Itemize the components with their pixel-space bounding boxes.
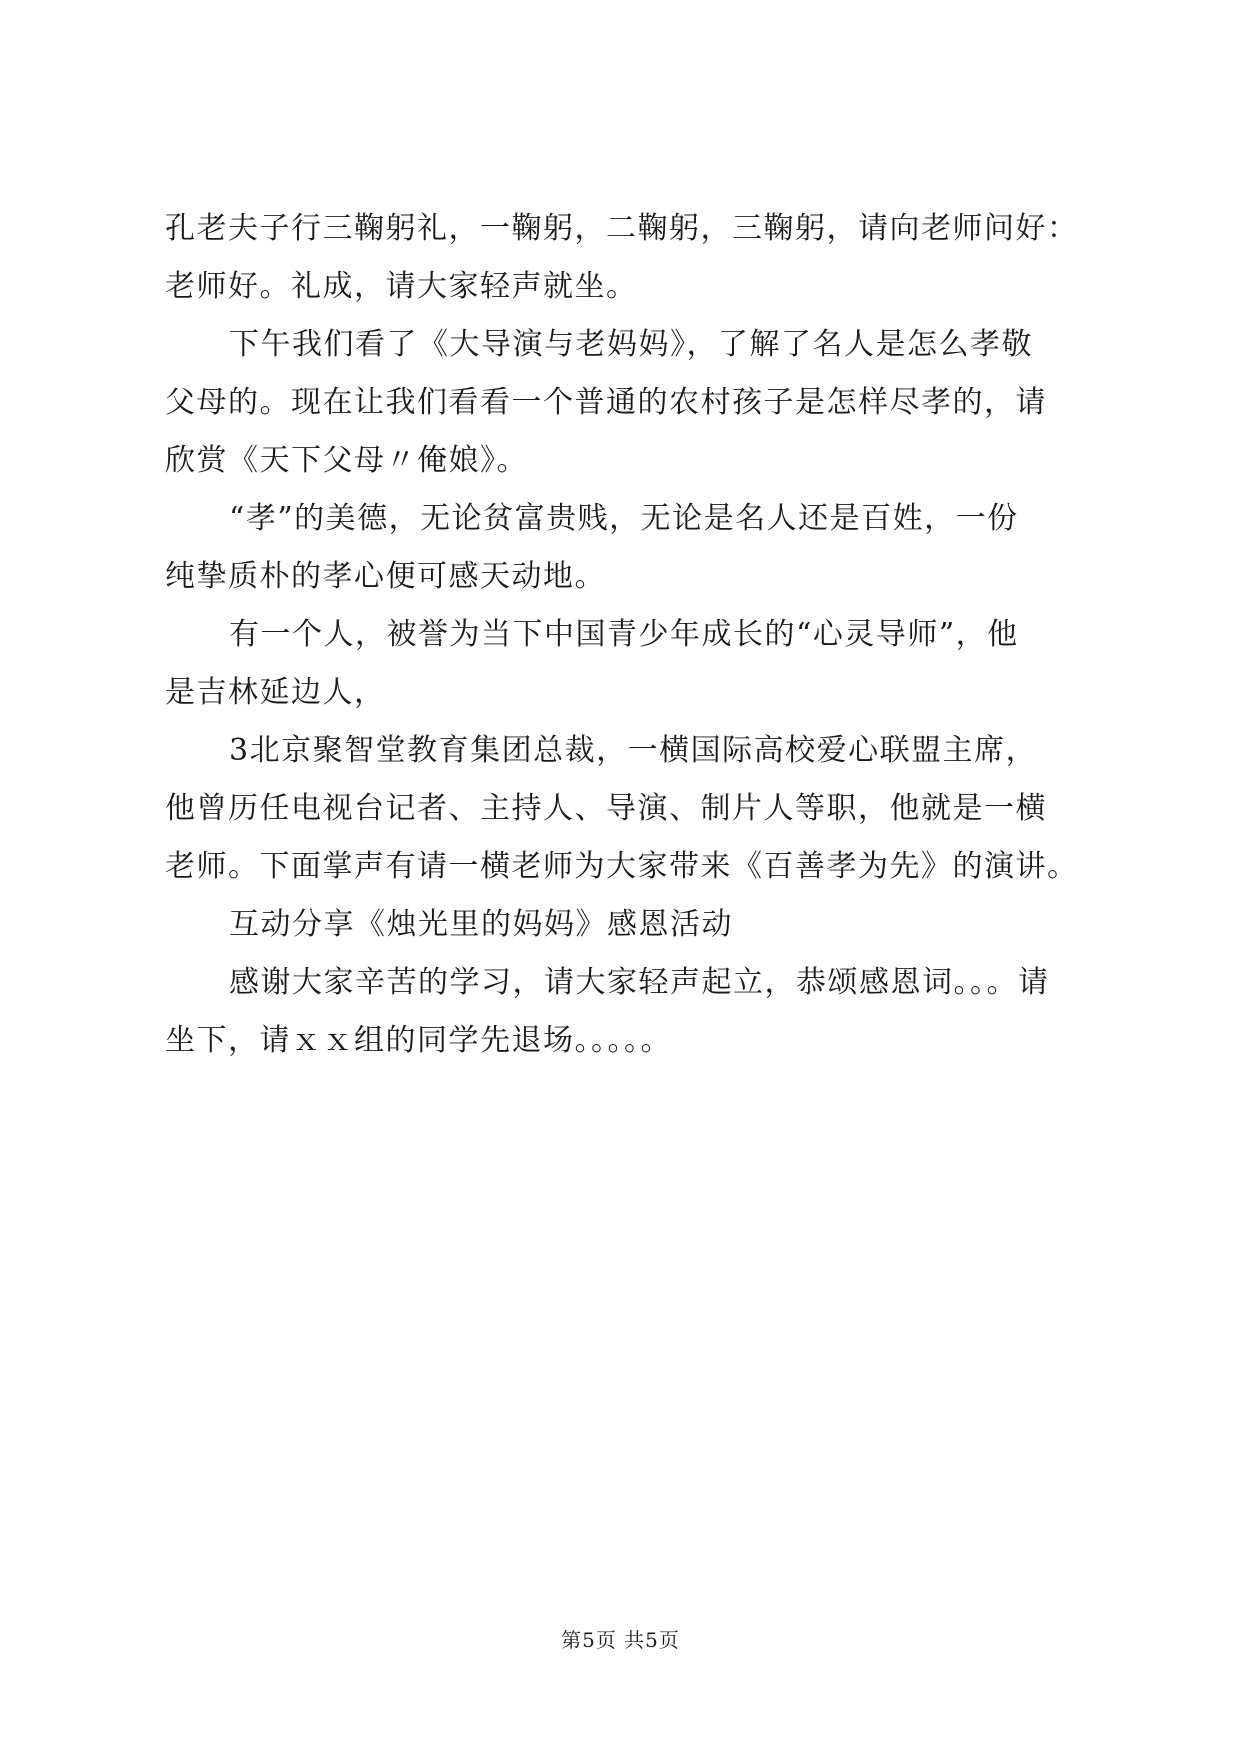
paragraph-line: 欣赏《天下父母〃俺娘》。 (165, 443, 528, 478)
paragraph-line: 3北京聚智堂教育集团总裁，一横国际高校爱心联盟主席， (229, 733, 1038, 768)
paragraph-line: 是吉林延边人， (165, 675, 386, 710)
page-number-footer: 第5页 共5页 (561, 1628, 680, 1652)
paragraph-line: 感谢大家辛苦的学习，请大家轻声起立，恭颂感恩词。。。请 (229, 965, 1050, 1000)
paragraph-line: 孔老夫子行三鞠躬礼，一鞠躬，二鞠躬，三鞠躬，请向老师问好： (165, 211, 1079, 246)
paragraph-line: 有一个人，被誉为当下中国青少年成长的“心灵导师”，他 (229, 617, 1019, 652)
paragraph-line: 老师好。礼成，请大家轻声就坐。 (165, 269, 638, 304)
paragraph-line: 纯挚质朴的孝心便可感天动地。 (165, 559, 606, 594)
paragraph-line: 互动分享《烛光里的妈妈》感恩活动 (229, 907, 733, 942)
paragraph-line: 坐下，请ｘｘ组的同学先退场。。。。。 (165, 1023, 672, 1058)
paragraph-line: 他曾历任电视台记者、主持人、导演、制片人等职，他就是一横 (165, 791, 1047, 826)
paragraph-line: 老师。下面掌声有请一横老师为大家带来《百善孝为先》的演讲。 (165, 849, 1079, 884)
paragraph-line: 父母的。现在让我们看看一个普通的农村孩子是怎样尽孝的，请 (165, 385, 1047, 420)
paragraph-line: “孝”的美德，无论贫富贵贱，无论是名人还是百姓，一份 (229, 501, 1019, 536)
document-body (165, 200, 1095, 1070)
paragraph-line: 下午我们看了《大导演与老妈妈》，了解了名人是怎么孝敬 (229, 327, 1033, 362)
